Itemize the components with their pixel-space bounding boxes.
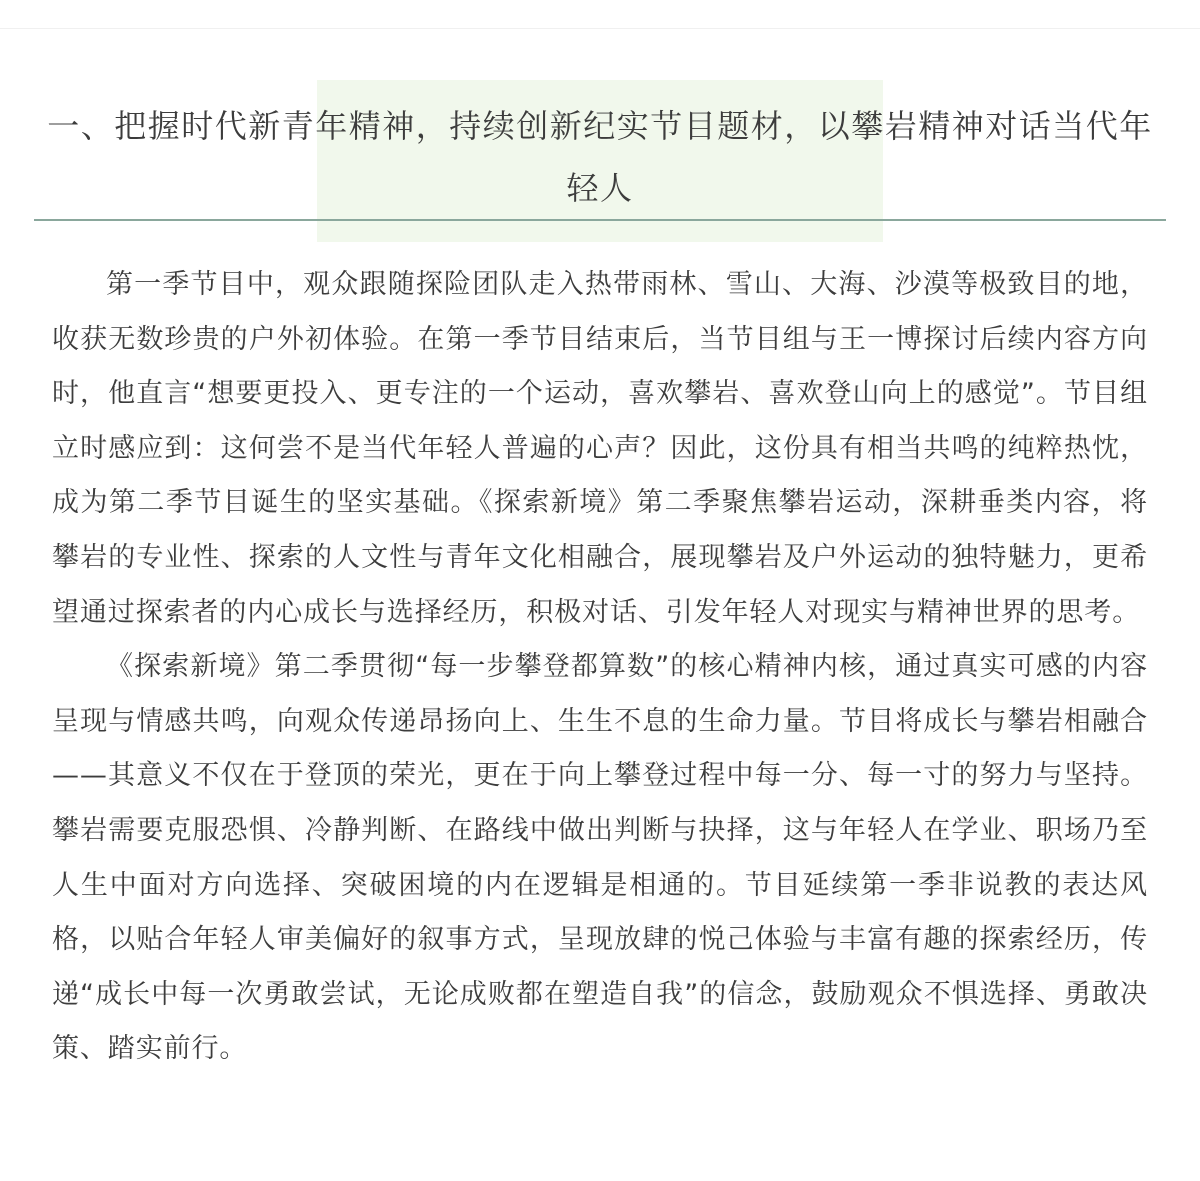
paragraph: 第一季节目中，观众跟随探险团队走入热带雨林、雪山、大海、沙漠等极致目的地，收获无数珍贵的户外初体验。在第一季节目结束后，当节目组与王一博探讨后续内容方向时，他直言“想要更投入、更专注的一个运动，喜欢攀岩、喜欢登山向上的感觉”。节目组立时感应到：这何尝不是当代年轻人普遍的心声？因此，这份具有相当共鸣的纯粹热忱，成为第二季节目诞生的坚实基础。《探索新境》第二季聚焦攀岩运动，深耕垂类内容，将攀岩的专业性、探索的人文性与青年文化相融合，展现攀岩及户外运动的独特魅力，更希望通过探索者的内心成长与选择经历，积极对话、引发年轻人对现实与精神世界的思考。 (52, 269, 1148, 628)
article-body (52, 258, 1148, 1077)
paragraph: 《探索新境》第二季贯彻“每一步攀登都算数”的核心精神内核，通过真实可感的内容呈现与情感共鸣，向观众传递昂扬向上、生生不息的生命力量。节目将成长与攀岩相融合——其意义不仅在于登顶的荣光，更在于向上攀登过程中每一分、每一寸的努力与坚持。攀岩需要克服恐惧、冷静判断、在路线中做出判断与抉择，这与年轻人在学业、职场乃至人生中面对方向选择、突破困境的内在逻辑是相通的。节目延续第一季非说教的表达风格，以贴合年轻人审美偏好的叙事方式，呈现放肆的悦己体验与丰富有趣的探索经历，传递“成长中每一次勇敢尝试，无论成败都在塑造自我”的信念，鼓励观众不惧选择、勇敢决策、踏实前行。 (52, 651, 1148, 1065)
top-divider (0, 28, 1200, 29)
heading-underline (34, 219, 1166, 221)
section-heading: 一、把握时代新青年精神，持续创新纪实节目题材，以攀岩精神对话当代年轻人 (47, 107, 1153, 207)
